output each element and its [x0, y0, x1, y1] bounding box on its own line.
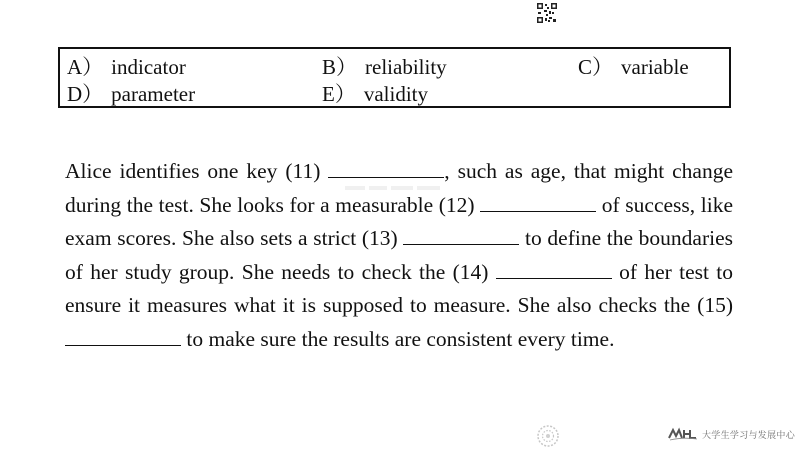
option-c: C） variable — [578, 55, 689, 79]
blank-11 — [328, 161, 444, 178]
blank-number-14: (14) — [452, 259, 489, 284]
passage-text: Alice identifies one key (11) , such as age, that might change during the test. She looks for a measurable (12) of success, like exam scores. She also sets a strict (13) to define the boundaries of her study group. She needs to check the (14) of her test to ensure it measures what it is supposed to measure. She also checks the (15) to make sure the results are consistent every time. — [65, 159, 734, 351]
blank-13 — [403, 228, 519, 245]
brand-name: 大学生学习与发展中心 — [702, 431, 796, 441]
watermark — [345, 183, 440, 193]
mini-program-code-icon — [537, 425, 559, 447]
option-a: A） indicator — [67, 55, 186, 79]
blank-number-15: (15) — [697, 293, 733, 317]
blank-number-13: (13) — [361, 226, 398, 250]
blank-number-11: (11) — [285, 159, 321, 183]
blank-14 — [496, 262, 612, 279]
blank-number-12: (12) — [438, 192, 475, 217]
brand-logo-icon — [668, 427, 698, 441]
qr-code-icon — [537, 3, 557, 23]
option-e: E） validity — [322, 82, 428, 106]
option-b: B） reliability — [322, 55, 447, 79]
blank-12 — [480, 195, 596, 212]
blank-15 — [65, 329, 181, 346]
word-bank — [58, 47, 731, 108]
option-d: D） parameter — [67, 82, 196, 106]
